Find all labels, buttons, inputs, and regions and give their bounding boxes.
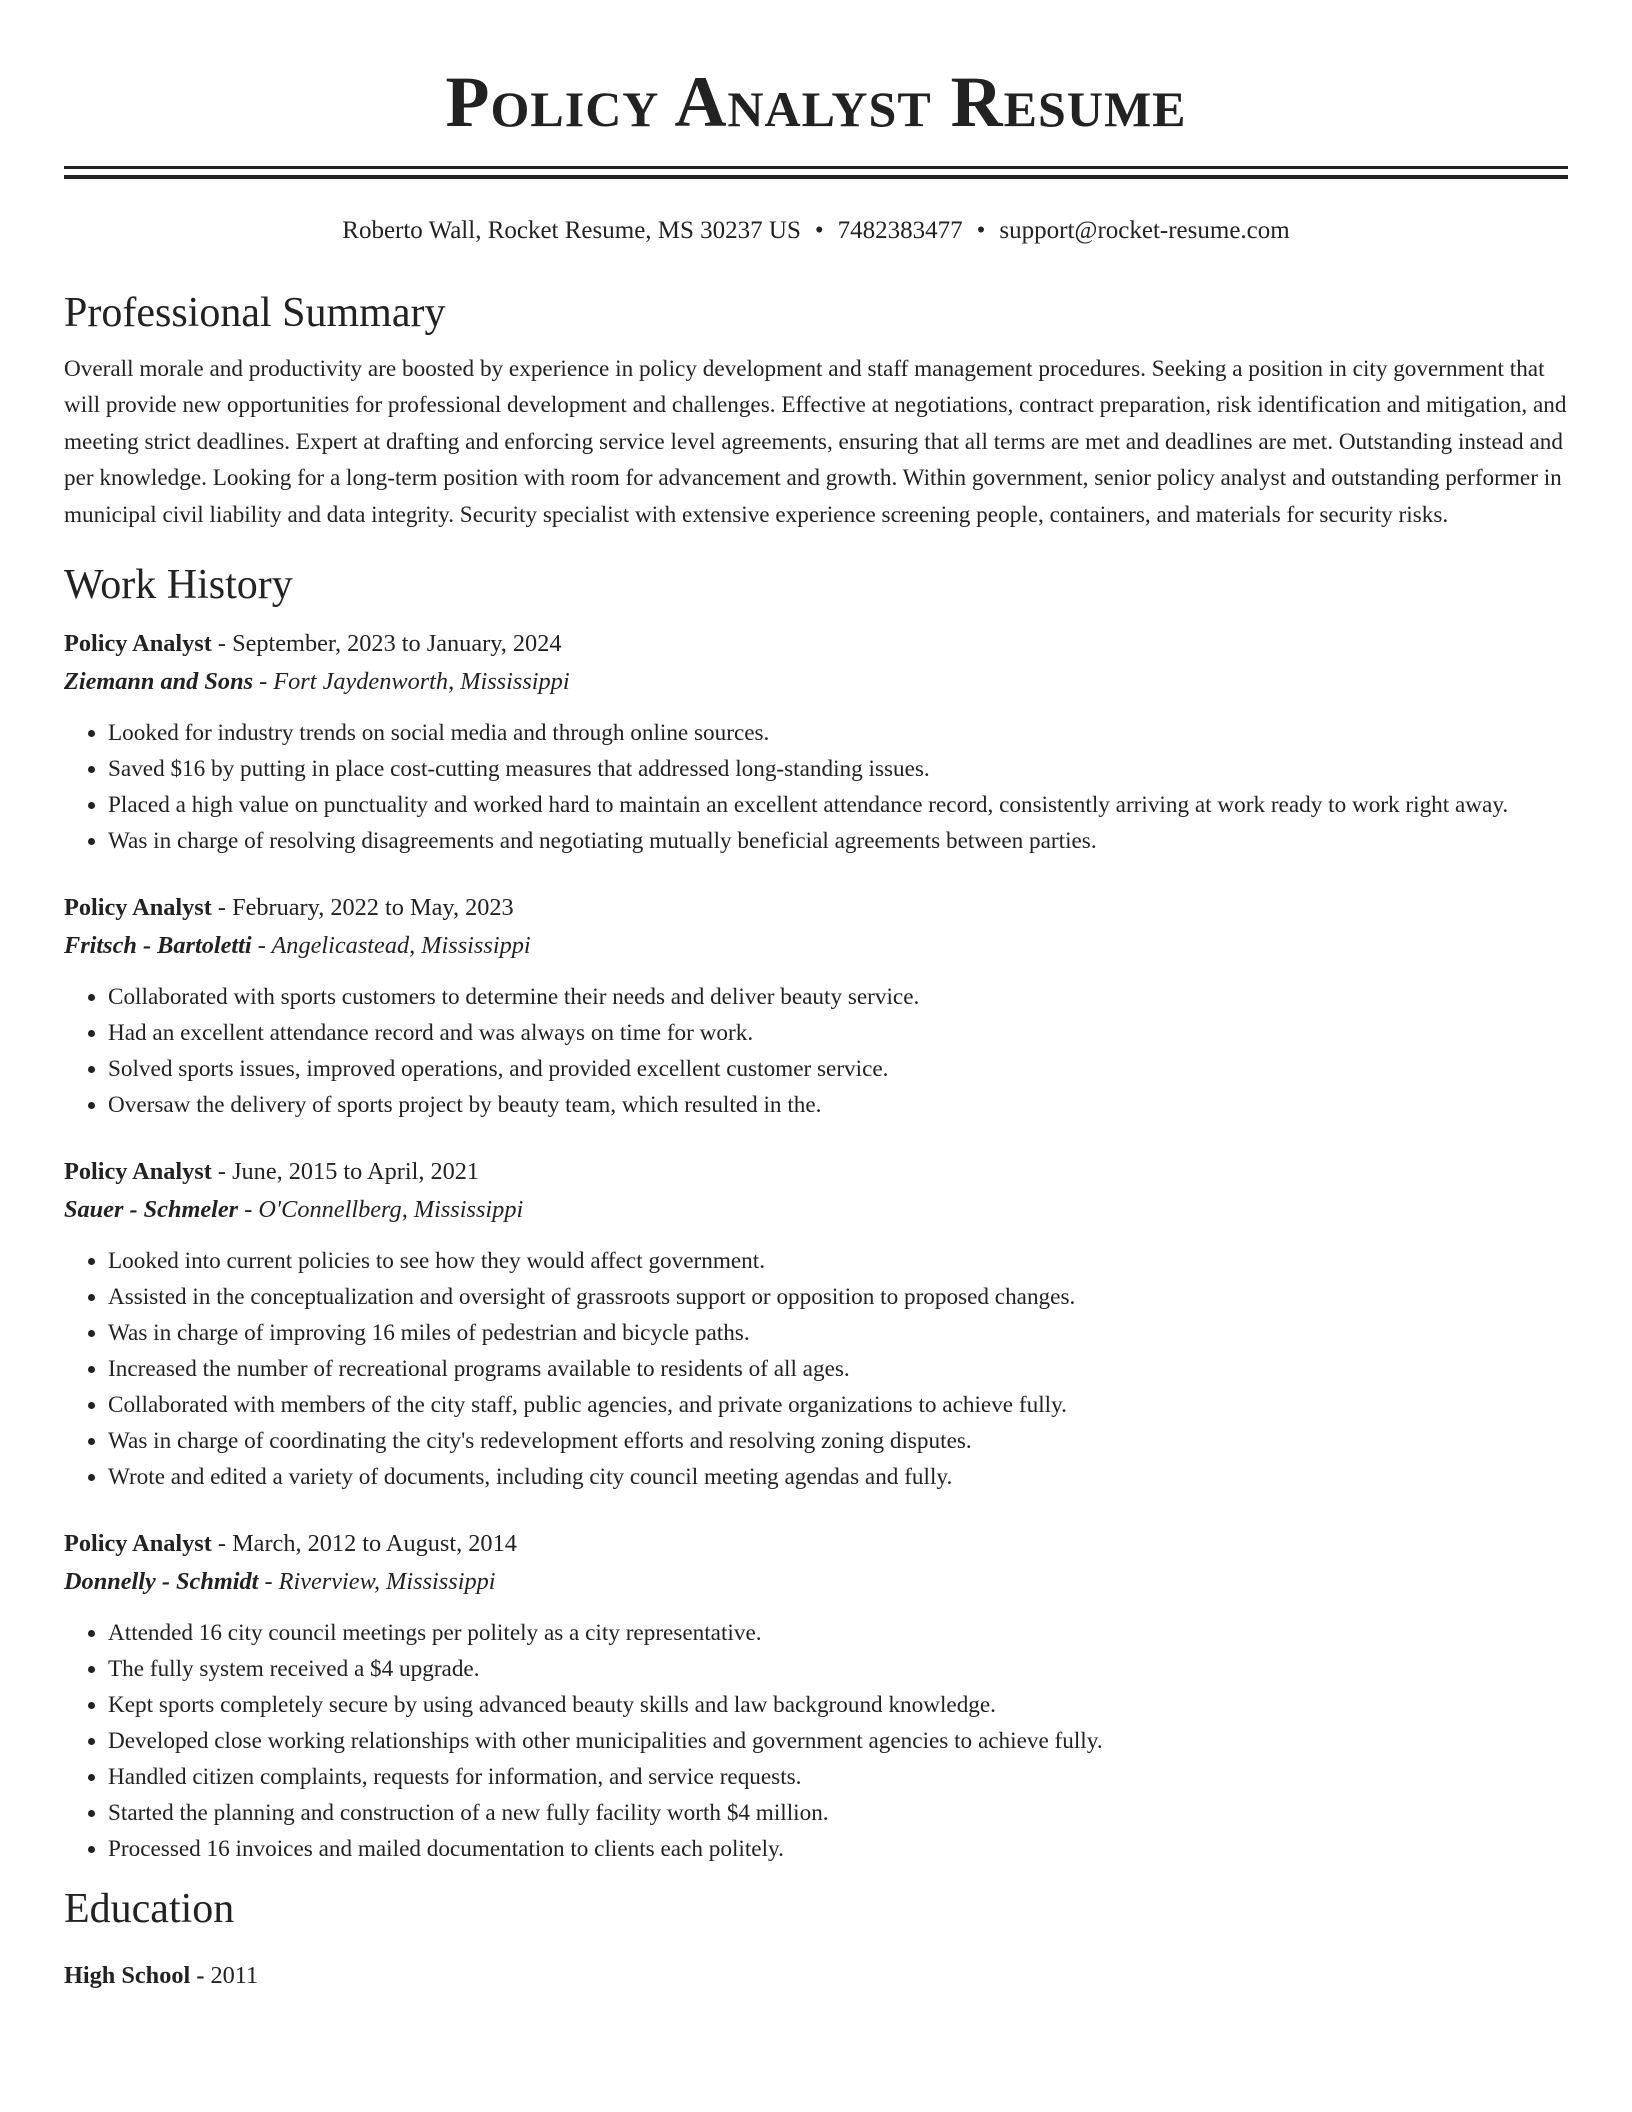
job-title-line	[64, 889, 1568, 927]
job-bullet: • Was in charge of improving 16 miles of pedestrian and bicycle paths.	[108, 1315, 1568, 1351]
job-dash: -	[211, 894, 233, 922]
job-bullet: • Processed 16 invoices and mailed documentation to clients each politely.	[108, 1831, 1568, 1867]
job-bullet: • Placed a high value on punctuality and worked hard to maintain an excellent attendance record, consistently arriving at work ready to work right away.	[108, 787, 1568, 823]
job-bullet: • Looked into current policies to see how they would affect government.	[108, 1243, 1568, 1279]
title-divider-top	[64, 166, 1568, 169]
job-company: Sauer - Schmeler	[64, 1196, 239, 1224]
job-dates: June, 2015 to April, 2021	[232, 1158, 480, 1186]
job-bullet: • Handled citizen complaints, requests for information, and service requests.	[108, 1759, 1568, 1795]
job-dates: February, 2022 to May, 2023	[232, 894, 514, 922]
job-dates: March, 2012 to August, 2014	[232, 1530, 517, 1558]
job-company-line	[64, 1191, 1568, 1229]
job-dash: -	[211, 1158, 233, 1186]
job-bullet: • Started the planning and construction of a new fully facility worth $4 million.	[108, 1795, 1568, 1831]
job-location: O'Connellberg, Mississippi	[258, 1196, 524, 1224]
education-entry	[64, 1957, 1568, 1995]
contact-phone: 7482383477	[837, 217, 963, 244]
resume-page	[64, 0, 1568, 1995]
job-bullet-list	[64, 1243, 1568, 1495]
job-dash: -	[251, 932, 272, 960]
job-role: Policy Analyst	[64, 1158, 212, 1186]
job-entry	[64, 625, 1568, 859]
job-dash: -	[258, 1568, 279, 1596]
job-company: Ziemann and Sons	[64, 668, 254, 696]
job-bullet: • Collaborated with sports customers to determine their needs and deliver beauty service.	[108, 979, 1568, 1015]
job-location: Angelicastead, Mississippi	[271, 932, 531, 960]
job-location: Fort Jaydenworth, Mississippi	[273, 668, 570, 696]
job-role: Policy Analyst	[64, 1530, 212, 1558]
job-bullet: • Was in charge of coordinating the city's redevelopment efforts and resolving zoning disputes.	[108, 1423, 1568, 1459]
job-bullet: • Saved $16 by putting in place cost-cutting measures that addressed long-standing issues.	[108, 751, 1568, 787]
work-history-heading: Work History	[64, 562, 293, 609]
job-bullet-list	[64, 979, 1568, 1123]
education-year: 2011	[210, 1962, 259, 1990]
job-bullet: • Was in charge of resolving disagreements and negotiating mutually beneficial agreements between parties.	[108, 823, 1568, 859]
job-entry	[64, 889, 1568, 1123]
job-dash: -	[211, 1530, 233, 1558]
job-entry	[64, 1525, 1568, 1867]
contact-email: support@rocket-resume.com	[999, 217, 1290, 244]
job-dash: -	[253, 668, 274, 696]
title-divider-bottom	[64, 175, 1568, 179]
job-company-line	[64, 927, 1568, 965]
contact-separator: •	[976, 217, 986, 244]
job-bullet: • Oversaw the delivery of sports project by beauty team, which resulted in the.	[108, 1087, 1568, 1123]
job-bullet: • Attended 16 city council meetings per politely as a city representative.	[108, 1615, 1568, 1651]
job-title-line	[64, 1525, 1568, 1563]
job-bullet: • Developed close working relationships with other municipalities and government agencies to achieve fully.	[108, 1723, 1568, 1759]
job-role: Policy Analyst	[64, 630, 212, 658]
job-title-line	[64, 625, 1568, 663]
education-dash: -	[190, 1962, 211, 1990]
job-company: Fritsch - Bartoletti	[64, 932, 252, 960]
job-bullet-list	[64, 715, 1568, 859]
job-bullet-list	[64, 1615, 1568, 1867]
job-bullet: • The fully system received a $4 upgrade.	[108, 1651, 1568, 1687]
job-bullet: • Collaborated with members of the city staff, public agencies, and private organizations to achieve fully.	[108, 1387, 1568, 1423]
contact-line	[64, 215, 1568, 247]
education-level: High School	[64, 1962, 191, 1990]
job-bullet: • Increased the number of recreational programs available to residents of all ages.	[108, 1351, 1568, 1387]
contact-separator: •	[814, 217, 824, 244]
job-dates: September, 2023 to January, 2024	[232, 630, 562, 658]
job-entry	[64, 1153, 1568, 1495]
job-location: Riverview, Mississippi	[278, 1568, 496, 1596]
job-company-line	[64, 663, 1568, 701]
job-bullet: • Had an excellent attendance record and was always on time for work.	[108, 1015, 1568, 1051]
job-dash: -	[238, 1196, 259, 1224]
job-bullet: • Kept sports completely secure by using advanced beauty skills and law background knowledge.	[108, 1687, 1568, 1723]
job-company: Donnelly - Schmidt	[64, 1568, 259, 1596]
contact-address: Roberto Wall, Rocket Resume, MS 30237 US	[342, 217, 801, 244]
job-title-line	[64, 1153, 1568, 1191]
summary-heading: Professional Summary	[64, 290, 446, 336]
job-role: Policy Analyst	[64, 894, 212, 922]
job-dash: -	[211, 630, 233, 658]
job-bullet: • Looked for industry trends on social media and through online sources.	[108, 715, 1568, 751]
job-bullet: • Assisted in the conceptualization and oversight of grassroots support or opposition to proposed changes.	[108, 1279, 1568, 1315]
job-company-line	[64, 1563, 1568, 1601]
summary-text: Overall morale and productivity are boosted by experience in policy development and staff management procedures. Seeking a position in city government that will provide new opportunities for professional development and challenges. Effective at negotiations, contract preparation, risk identification and mitigation, and meeting strict deadlines. Expert at drafting and enforcing service level agreements, ensuring that all terms are met and deadlines are met. Outstanding instead and per knowledge. Looking for a long-term position with room for advancement and growth. Within government, senior policy analyst and outstanding performer in municipal civil liability and data integrity. Security specialist with extensive experience screening people, containers, and materials for security risks.	[64, 356, 1567, 528]
job-bullet: • Wrote and edited a variety of documents, including city council meeting agendas and fully.	[108, 1459, 1568, 1495]
education-heading: Education	[64, 1886, 235, 1933]
resume-title: Policy Analyst Resume	[445, 62, 1187, 142]
job-bullet: • Solved sports issues, improved operations, and provided excellent customer service.	[108, 1051, 1568, 1087]
